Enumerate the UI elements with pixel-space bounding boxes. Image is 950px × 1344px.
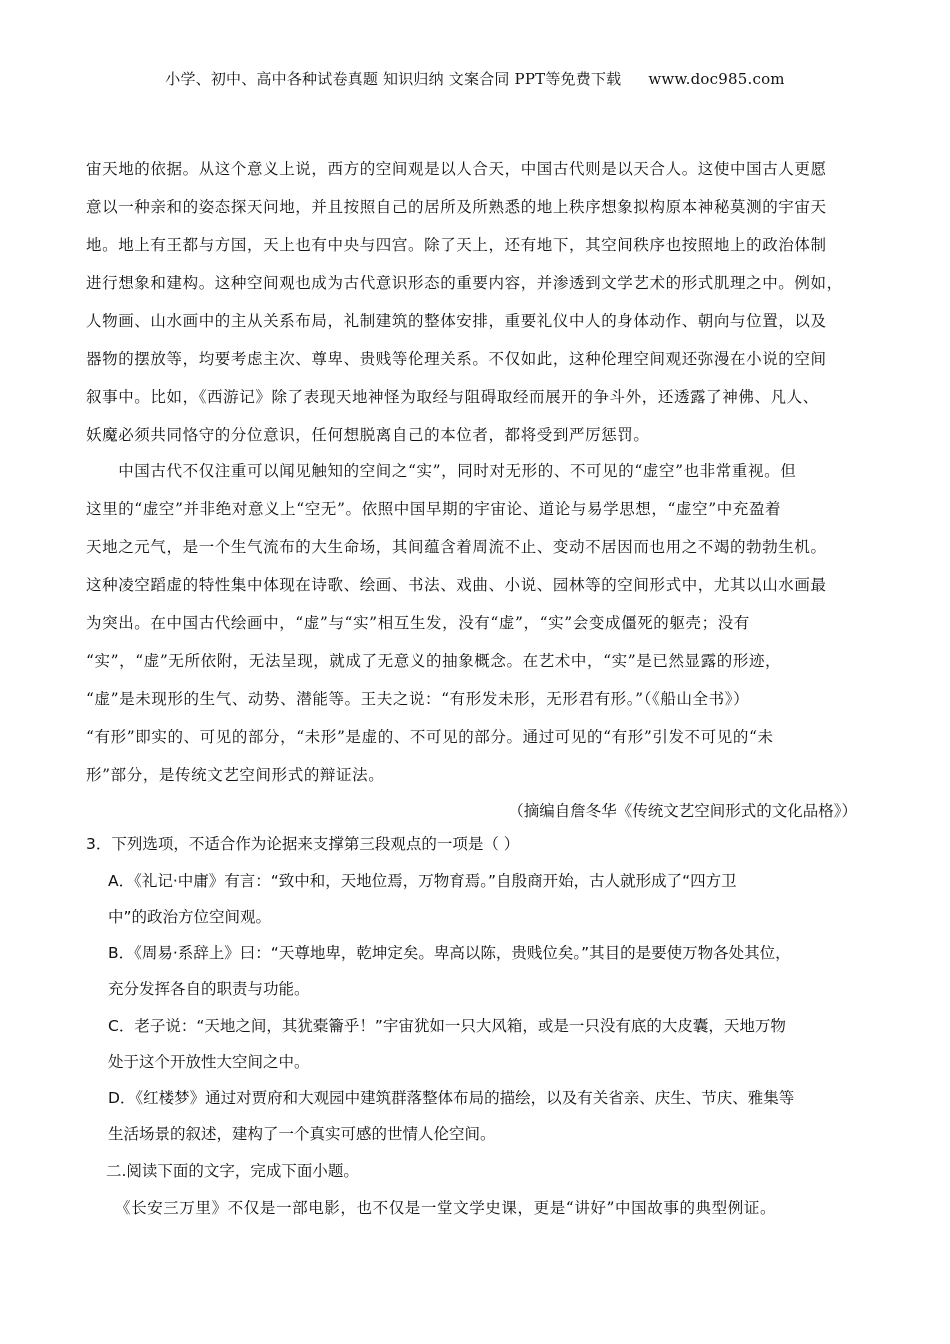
paragraph-line: 妖魔必须共同恪守的分位意识，任何想脱离自己的本位者，都将受到严厉惩罚。 [86, 426, 650, 444]
paragraph-line: 为突出。在中国古代绘画中，“虚”与“实”相互生发，没有“虚”，“实”会变成僵死的躯壳；没有 [86, 614, 750, 632]
paragraph-line: 形”部分，是传统文艺空间形式的辩证法。 [86, 766, 385, 784]
paragraph-line: 人物画、山水画中的主从关系布局，礼制建筑的整体安排，重要礼仪中人的身体动作、朝向与位置，以及 [86, 312, 827, 330]
paragraph-line: 进行想象和建构。这种空间观也成为古代意识形态的重要内容，并渗透到文学艺术的形式肌理之中。例如， [86, 274, 843, 292]
paragraph-line: 天地之元气，是一个生气流布的大生命场，其间蕴含着周流不止、变动不居因而也用之不竭的勃勃生机。 [86, 538, 827, 556]
paragraph-line: 宙天地的依据。从这个意义上说，西方的空间观是以人合天，中国古代则是以天合人。这使中国古人更愿 [86, 160, 827, 178]
paragraph-line: “实”，“虚”无所依附，无法呈现，就成了无意义的抽象概念。在艺术中，“实”是已然显露的形迹， [86, 652, 782, 670]
paragraph-line: 这种凌空蹈虚的特性集中体现在诗歌、绘画、书法、戏曲、小说、园林等的空间形式中，尤其以山水画最 [86, 576, 827, 594]
paragraph-line: 意以一种亲和的姿态探天问地，并且按照自己的居所及所熟悉的地上秩序想象拟构原本神秘莫测的宇宙天 [86, 198, 827, 216]
header-site: www.doc985.com [648, 70, 785, 88]
section-2-heading: 二.阅读下面的文字，完成下面小题。 [106, 1162, 359, 1180]
option-b-continued: 充分发挥各自的职责与功能。 [108, 980, 310, 998]
paragraph-line: “虚”是未现形的生气、动势、潜能等。王夫之说：“有形发未形，无形君有形。”（《船山全书》） [86, 690, 750, 708]
paragraph-line: 这里的“虚空”并非绝对意义上“空无”。依照中国早期的宇宙论、道论与易学思想，“虚空”中充盈着 [86, 500, 782, 518]
paragraph-line: 中国古代不仅注重可以闻见触知的空间之“实”，同时对无形的、不可见的“虚空”也非常重视。但 [86, 462, 797, 480]
option-a: A．《礼记·中庸》有言：“致中和，天地位焉，万物育焉。”自殷商开始，古人就形成了“四方卫 [108, 872, 737, 890]
paragraph-line: 器物的摆放等，均要考虑主次、尊卑、贵贱等伦理关系。不仅如此，这种伦理空间观还弥漫在小说的空间 [86, 350, 827, 368]
paragraph-line: “有形”即实的、可见的部分，“未形”是虚的、不可见的部分。通过可见的“有形”引发不可见的“未 [86, 728, 774, 746]
option-d-continued: 生活场景的叙述，建构了一个真实可感的世情人伦空间。 [108, 1125, 496, 1143]
option-c: C．老子说：“天地之间，其犹橐籥乎！”宇宙犹如一只大风箱，或是一只没有底的大皮囊，天地万物 [108, 1017, 786, 1035]
option-a-continued: 中”的政治方位空间观。 [108, 908, 272, 926]
header-text: 小学、初中、高中各种试卷真题 知识归纳 文案合同 PPT等免费下载 [165, 70, 622, 88]
source-attribution: （摘编自詹冬华《传统文艺空间形式的文化品格》） [508, 802, 857, 820]
question-3-stem: 3．下列选项，不适合作为论据来支撑第三段观点的一项是（ ） [86, 835, 520, 853]
paragraph-line: 地。地上有王都与方国，天上也有中央与四宫。除了天上，还有地下，其空间秩序也按照地上的政治体制 [86, 236, 827, 254]
option-b: B．《周易·系辞上》曰：“天尊地卑，乾坤定矣。卑高以陈，贵贱位矣。”其目的是要使万物各处其位， [108, 944, 791, 962]
section-2-intro: 《长安三万里》不仅是一部电影，也不仅是一堂文学史课，更是“讲好”中国故事的典型例证。 [115, 1199, 777, 1217]
page-header [0, 68, 950, 89]
option-c-continued: 处于这个开放性大空间之中。 [108, 1053, 310, 1071]
paragraph-line: 叙事中。比如，《西游记》除了表现天地神怪为取经与阻碍取经而展开的争斗外，还透露了神佛、凡人、 [86, 388, 819, 406]
option-d: D．《红楼梦》通过对贾府和大观园中建筑群落整体布局的描绘，以及有关省亲、庆生、节庆、雅集等 [108, 1089, 795, 1107]
